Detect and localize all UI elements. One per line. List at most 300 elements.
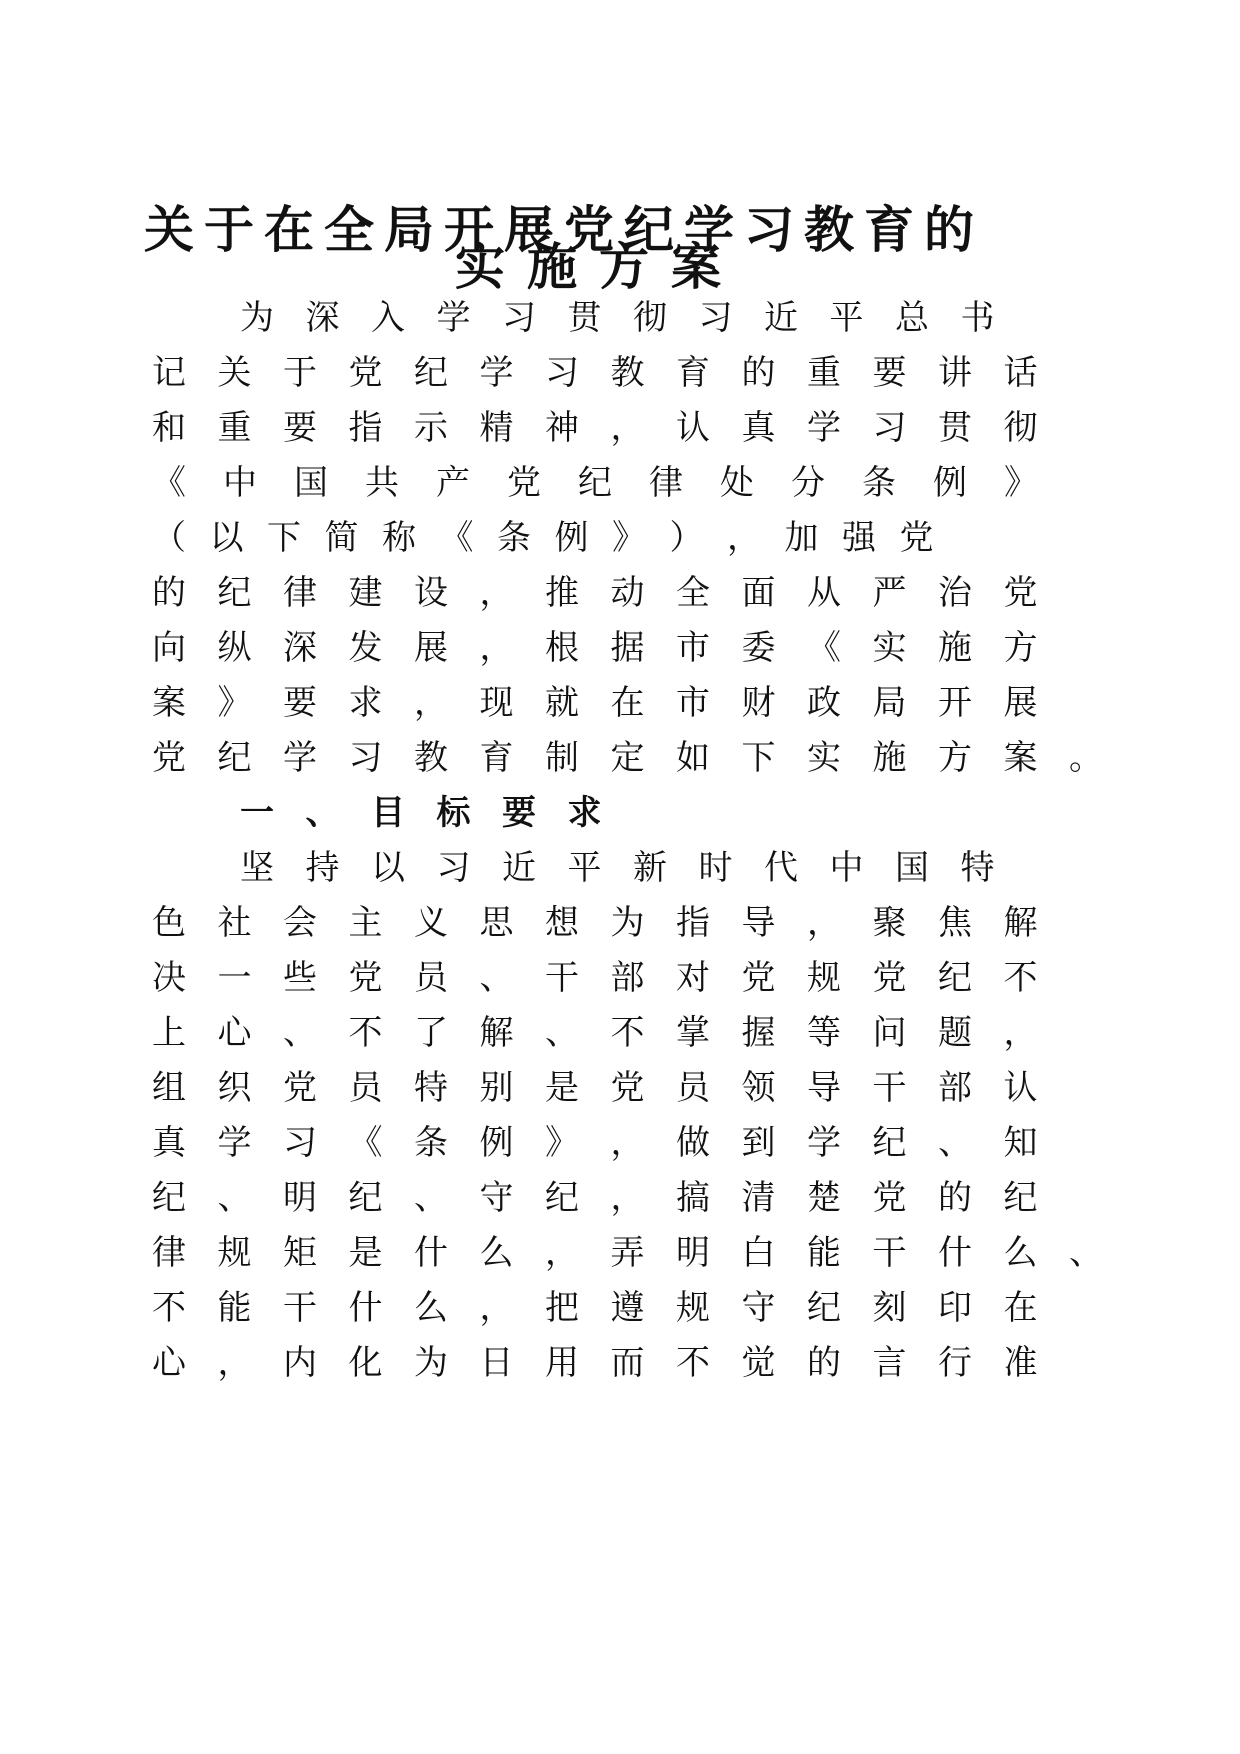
paragraph-text [0, 623, 1240, 673]
glyph: 什 [348, 1288, 383, 1328]
glyph: 新 [633, 848, 667, 888]
glyph: 国 [895, 848, 929, 888]
glyph: 守 [741, 1288, 776, 1328]
glyph: 纪 [1003, 1178, 1038, 1218]
glyph: 育 [676, 353, 710, 393]
glyph: 么 [1003, 1233, 1038, 1273]
glyph: 简 [324, 518, 359, 558]
glyph: ） [669, 518, 704, 558]
glyph: 部 [610, 958, 645, 998]
glyph: ， [1003, 1013, 1038, 1053]
glyph: 施 [938, 628, 972, 668]
glyph: 在 [1003, 1288, 1038, 1328]
paragraph-line [0, 293, 1240, 343]
paragraph-line [0, 1283, 1240, 1333]
glyph: 认 [676, 408, 710, 448]
glyph: 特 [414, 1068, 448, 1108]
glyph: ， [479, 1288, 514, 1328]
glyph: 纪 [217, 738, 252, 778]
glyph: 焦 [938, 903, 972, 943]
glyph: 员 [414, 958, 448, 998]
glyph: 和 [152, 408, 186, 448]
glyph: 领 [741, 1068, 776, 1108]
glyph: 党 [872, 958, 907, 998]
glyph: 什 [414, 1233, 448, 1273]
glyph: 么 [479, 1233, 514, 1273]
glyph: 、 [545, 1013, 579, 1053]
paragraph-text [0, 843, 1240, 893]
glyph: 纪 [545, 1178, 579, 1218]
glyph: 标 [436, 793, 471, 833]
glyph: 心 [152, 1343, 186, 1383]
paragraph-line [0, 678, 1240, 728]
glyph: 楚 [807, 1178, 841, 1218]
glyph: 真 [152, 1123, 186, 1163]
paragraph-line [0, 843, 1240, 893]
glyph: 印 [938, 1288, 972, 1328]
paragraph-line [0, 1063, 1240, 1113]
glyph: 书 [960, 298, 995, 338]
glyph: 重 [217, 408, 252, 448]
glyph: 局 [872, 683, 907, 723]
glyph: 在 [264, 200, 314, 259]
glyph: 上 [152, 1013, 186, 1053]
glyph: 示 [414, 408, 448, 448]
glyph: 搞 [676, 1178, 710, 1218]
glyph: 求 [348, 683, 383, 723]
glyph: 问 [872, 1013, 907, 1053]
glyph: ， [727, 518, 761, 558]
glyph: 纪 [872, 1123, 907, 1163]
glyph: 用 [545, 1343, 579, 1383]
glyph: 握 [741, 1013, 776, 1053]
glyph: 近 [502, 848, 536, 888]
glyph: ， [610, 1123, 645, 1163]
glyph: 市 [676, 683, 710, 723]
glyph: 建 [348, 573, 383, 613]
glyph: 《 [439, 518, 474, 558]
glyph: ， [610, 1178, 645, 1218]
glyph: 、 [1069, 1233, 1103, 1273]
paragraph-line [0, 623, 1240, 673]
glyph: 义 [414, 903, 448, 943]
paragraph-text [0, 513, 1240, 563]
glyph: 规 [217, 1233, 252, 1273]
glyph: 方 [599, 237, 649, 296]
glyph: 习 [744, 200, 794, 259]
paragraph-text [0, 568, 1240, 618]
glyph: 根 [545, 628, 579, 668]
glyph: 全 [676, 573, 710, 613]
glyph: 内 [283, 1343, 317, 1383]
glyph: 学 [807, 1123, 841, 1163]
glyph: 习 [436, 848, 471, 888]
glyph: 如 [676, 738, 710, 778]
glyph: 纪 [807, 1288, 841, 1328]
glyph: 不 [348, 1013, 383, 1053]
glyph: 会 [283, 903, 317, 943]
paragraph-text [0, 1173, 1240, 1223]
glyph: 主 [348, 903, 383, 943]
glyph: 是 [545, 1068, 579, 1108]
glyph: 而 [610, 1343, 645, 1383]
glyph: 干 [283, 1288, 317, 1328]
glyph: 案 [671, 237, 721, 296]
glyph: 设 [414, 573, 448, 613]
glyph: 社 [217, 903, 252, 943]
glyph: 想 [545, 903, 579, 943]
glyph: 解 [1003, 903, 1038, 943]
glyph: 学 [684, 200, 734, 259]
glyph: 到 [741, 1123, 776, 1163]
glyph: 案 [1003, 738, 1038, 778]
glyph: 真 [741, 408, 776, 448]
glyph: 强 [842, 518, 876, 558]
glyph: 持 [305, 848, 340, 888]
glyph: 习 [283, 1123, 317, 1163]
glyph: 心 [217, 1013, 252, 1053]
glyph: 称 [382, 518, 416, 558]
glyph: 方 [1003, 628, 1038, 668]
glyph: 习 [872, 408, 907, 448]
glyph: 财 [741, 683, 776, 723]
glyph: 规 [807, 958, 841, 998]
glyph: 做 [676, 1123, 710, 1163]
glyph: 些 [283, 958, 317, 998]
glyph: 案 [152, 683, 186, 723]
glyph: 指 [348, 408, 383, 448]
glyph: ， [414, 683, 448, 723]
glyph: 重 [807, 353, 841, 393]
glyph: 实 [872, 628, 907, 668]
glyph: 施 [527, 237, 577, 296]
glyph: 要 [502, 793, 536, 833]
glyph: 组 [152, 1068, 186, 1108]
glyph: 记 [152, 353, 186, 393]
paragraph-text [0, 1228, 1240, 1278]
paragraph-text [0, 898, 1240, 948]
glyph: 为 [240, 298, 274, 338]
glyph: 中 [829, 848, 864, 888]
glyph: 彻 [1003, 408, 1038, 448]
glyph: 别 [479, 1068, 514, 1108]
glyph: 的 [938, 1178, 972, 1218]
paragraph-text [0, 458, 1240, 508]
paragraph-line [0, 1338, 1240, 1388]
glyph: 、 [938, 1123, 972, 1163]
glyph: 求 [567, 793, 602, 833]
glyph: 律 [649, 463, 683, 503]
glyph: 党 [152, 738, 186, 778]
glyph: 习 [545, 353, 579, 393]
glyph: 于 [204, 200, 254, 259]
glyph: 干 [872, 1233, 907, 1273]
glyph: 能 [217, 1288, 252, 1328]
glyph: 实 [455, 237, 505, 296]
glyph: 、 [479, 958, 514, 998]
glyph: 白 [741, 1233, 776, 1273]
glyph: 纪 [624, 200, 674, 259]
paragraph-text [0, 1008, 1240, 1058]
glyph: 对 [676, 958, 710, 998]
glyph: 话 [1003, 353, 1038, 393]
glyph: 把 [545, 1288, 579, 1328]
glyph: 织 [217, 1068, 252, 1108]
glyph: 纪 [152, 1178, 186, 1218]
glyph: 要 [872, 353, 907, 393]
glyph: 学 [807, 408, 841, 448]
glyph: 纪 [217, 573, 252, 613]
glyph: 市 [676, 628, 710, 668]
paragraph-line [0, 513, 1240, 563]
glyph: 育 [864, 200, 914, 259]
glyph: 教 [804, 200, 854, 259]
glyph: 的 [152, 573, 186, 613]
glyph: 规 [676, 1288, 710, 1328]
glyph: 要 [283, 683, 317, 723]
glyph: 决 [152, 958, 186, 998]
glyph: 目 [371, 793, 405, 833]
section-heading-1 [0, 788, 1240, 838]
glyph: ， [545, 1233, 579, 1273]
paragraph-text [0, 1338, 1240, 1388]
glyph: 解 [479, 1013, 514, 1053]
paragraph-line [0, 458, 1240, 508]
glyph: 纵 [217, 628, 252, 668]
glyph: 就 [545, 683, 579, 723]
glyph: 精 [479, 408, 514, 448]
glyph: 准 [1003, 1343, 1038, 1383]
glyph: 例 [933, 463, 967, 503]
glyph: 刻 [872, 1288, 907, 1328]
glyph: ， [807, 903, 841, 943]
glyph: 化 [348, 1343, 383, 1383]
glyph: 党 [348, 958, 383, 998]
glyph: 在 [610, 683, 645, 723]
glyph: 面 [741, 573, 776, 613]
glyph: 、 [217, 1178, 252, 1218]
glyph: 干 [872, 1068, 907, 1108]
glyph: 。 [1069, 738, 1103, 778]
glyph: （ [152, 518, 186, 558]
glyph: 定 [610, 738, 645, 778]
glyph: 纪 [578, 463, 612, 503]
paragraph-line [0, 1008, 1240, 1058]
glyph: 例 [479, 1123, 514, 1163]
title-char [0, 232, 1240, 302]
glyph: 守 [479, 1178, 514, 1218]
glyph: 党 [348, 353, 383, 393]
glyph: 党 [564, 200, 614, 259]
glyph: 党 [283, 1068, 317, 1108]
glyph: 导 [741, 903, 776, 943]
glyph: 了 [414, 1013, 448, 1053]
glyph: 以 [209, 518, 244, 558]
glyph: 部 [938, 1068, 972, 1108]
glyph: 是 [348, 1233, 383, 1273]
glyph: 遵 [610, 1288, 645, 1328]
glyph: 》 [612, 518, 646, 558]
paragraph-line [0, 1118, 1240, 1168]
glyph: 条 [862, 463, 896, 503]
paragraph-text [0, 953, 1240, 1003]
glyph: 党 [610, 1068, 645, 1108]
glyph: 》 [217, 683, 252, 723]
glyph: 治 [938, 573, 972, 613]
glyph: 分 [791, 463, 825, 503]
glyph: 指 [676, 903, 710, 943]
glyph: 导 [807, 1068, 841, 1108]
glyph: 局 [384, 200, 434, 259]
glyph: 开 [444, 200, 494, 259]
glyph: 近 [764, 298, 798, 338]
glyph: 习 [502, 298, 536, 338]
glyph: 一 [217, 958, 252, 998]
glyph: 行 [938, 1343, 972, 1383]
glyph: 神 [545, 408, 579, 448]
glyph: 代 [764, 848, 798, 888]
paragraph-line [0, 953, 1240, 1003]
glyph: 加 [784, 518, 819, 558]
glyph: 不 [152, 1288, 186, 1328]
glyph: 等 [807, 1013, 841, 1053]
glyph: 处 [720, 463, 754, 503]
glyph: 党 [1003, 573, 1038, 613]
paragraph-text [0, 293, 1240, 343]
glyph: 党 [741, 958, 776, 998]
glyph: 制 [545, 738, 579, 778]
glyph: 的 [807, 1343, 841, 1383]
glyph: 矩 [283, 1233, 317, 1273]
glyph: 共 [365, 463, 399, 503]
glyph: 不 [1003, 958, 1038, 998]
paragraph-text [0, 1118, 1240, 1168]
glyph: 例 [554, 518, 589, 558]
glyph: 深 [305, 298, 340, 338]
glyph: 学 [217, 1123, 252, 1163]
glyph: 言 [872, 1343, 907, 1383]
glyph: 教 [414, 738, 448, 778]
glyph: 明 [283, 1178, 317, 1218]
glyph: 发 [348, 628, 383, 668]
glyph: 条 [414, 1123, 448, 1163]
glyph: 育 [479, 738, 514, 778]
paragraph-line [0, 733, 1240, 783]
glyph: 律 [152, 1233, 186, 1273]
glyph: 平 [829, 298, 864, 338]
glyph: 色 [152, 903, 186, 943]
glyph: 》 [545, 1123, 579, 1163]
glyph: 学 [479, 353, 514, 393]
glyph: 讲 [938, 353, 972, 393]
paragraph-line [0, 1228, 1240, 1278]
paragraph-text [0, 403, 1240, 453]
document-title-line-2 [0, 232, 1240, 302]
glyph: 《 [807, 628, 841, 668]
glyph: ， [217, 1343, 252, 1383]
glyph: 的 [741, 353, 776, 393]
glyph: 《 [348, 1123, 383, 1163]
glyph: 时 [698, 848, 733, 888]
glyph: 方 [938, 738, 972, 778]
glyph: 清 [741, 1178, 776, 1218]
glyph: 教 [610, 353, 645, 393]
glyph: 向 [152, 628, 186, 668]
glyph: 展 [1003, 683, 1038, 723]
glyph: 关 [144, 200, 194, 259]
glyph: 施 [872, 738, 907, 778]
glyph: 全 [324, 200, 374, 259]
glyph: 为 [414, 1343, 448, 1383]
glyph: 习 [348, 738, 383, 778]
glyph: 特 [960, 848, 995, 888]
glyph: 律 [283, 573, 317, 613]
glyph: 现 [479, 683, 514, 723]
paragraph-text [0, 678, 1240, 728]
glyph: 产 [436, 463, 470, 503]
glyph: 不 [610, 1013, 645, 1053]
glyph: 下 [741, 738, 776, 778]
glyph: 以 [371, 848, 405, 888]
glyph: 、 [305, 793, 340, 833]
glyph: 学 [283, 738, 317, 778]
glyph: ， [479, 628, 514, 668]
glyph: 党 [507, 463, 541, 503]
glyph: 什 [938, 1233, 972, 1273]
glyph: 动 [610, 573, 645, 613]
glyph: 实 [807, 738, 841, 778]
glyph: 国 [294, 463, 328, 503]
glyph: 深 [283, 628, 317, 668]
glyph: 平 [567, 848, 602, 888]
glyph: 员 [348, 1068, 383, 1108]
paragraph-text [0, 348, 1240, 398]
glyph: 聚 [872, 903, 907, 943]
glyph: 委 [741, 628, 776, 668]
glyph: 日 [479, 1343, 514, 1383]
glyph: 彻 [633, 298, 667, 338]
paragraph-text [0, 733, 1240, 783]
glyph: 纪 [348, 1178, 383, 1218]
paragraph-line [0, 568, 1240, 618]
glyph: 展 [504, 200, 554, 259]
glyph: 关 [217, 353, 252, 393]
paragraph-text [0, 1283, 1240, 1333]
glyph: 展 [414, 628, 448, 668]
glyph: 推 [545, 573, 579, 613]
glyph: 不 [676, 1343, 710, 1383]
glyph: 干 [545, 958, 579, 998]
glyph: 思 [479, 903, 514, 943]
glyph: 习 [698, 298, 733, 338]
glyph: ， [479, 573, 514, 613]
glyph: 中 [223, 463, 257, 503]
paragraph-line [0, 1173, 1240, 1223]
section-heading-text [0, 788, 1240, 838]
glyph: 条 [497, 518, 531, 558]
glyph: 严 [872, 573, 907, 613]
glyph: 弄 [610, 1233, 645, 1273]
glyph: 从 [807, 573, 841, 613]
glyph: ， [610, 408, 645, 448]
glyph: 总 [895, 298, 929, 338]
glyph: 明 [676, 1233, 710, 1273]
glyph: 纪 [414, 353, 448, 393]
glyph: 政 [807, 683, 841, 723]
glyph: 为 [610, 903, 645, 943]
glyph: 贯 [938, 408, 972, 448]
glyph: 贯 [567, 298, 602, 338]
